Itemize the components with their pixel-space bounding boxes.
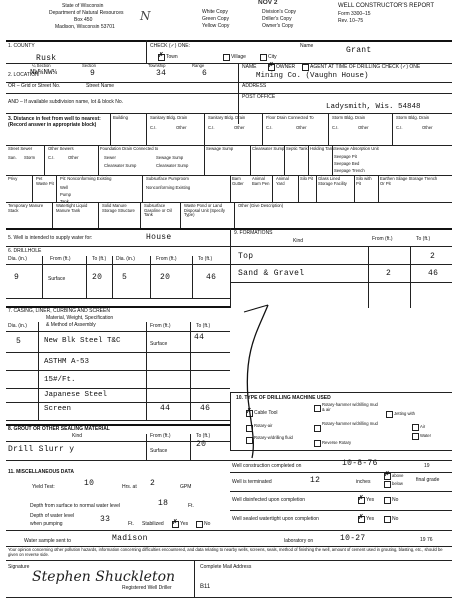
s3-sewage-sump2: Sewage Sump [156,155,184,160]
completed-year: 19 [424,463,430,469]
casing-row-5-to[interactable]: 46 [200,404,211,413]
rotary-air-label: Rotary-air [254,423,273,428]
post-office-label: POST OFFICE [242,94,276,100]
water-sample-label: Water sample sent to [24,538,72,544]
inches-label: inches [356,479,371,485]
disinfected-yes-label: Yes [366,497,375,503]
drillhole-to-value[interactable]: 20 [92,273,103,282]
agency-line4: Madison, Wisconsin 53701 [55,24,115,30]
rotary-hammer-mud-label: Rotary-hammer w/drilling mud [322,421,378,426]
casing-sub2: & Method of Assembly [46,322,96,328]
section-num-value[interactable]: 9 [90,69,96,78]
s3-h-floor-drain: Floor Drain Connected To [266,115,314,120]
s3-ci-r2: C.I. [48,155,55,160]
casing-row-1-dia[interactable]: 5 [16,337,22,346]
completed-label: Well construction completed on [232,463,302,469]
s3-ci4: C.I. [332,125,339,130]
formation-row-2-to[interactable]: 46 [428,269,439,278]
s3-silo-with-pit: Silo with Pit [356,176,372,186]
rotary-hammer-air-label: Rotary-hammer w/drilling mud & air [322,402,378,412]
sealed-yes-mark: ✗ [358,514,364,521]
s3-barn-gutter: Barn Gutter [232,176,244,186]
s3-seepage-pit: Seepage Pit [334,154,357,159]
copy3-owner: Owner's Copy [262,23,294,29]
sealed-yes-label: Yes [366,516,375,522]
completed-value[interactable]: 10-8-76 [342,459,378,468]
drillhole-to2-header: To (ft.) [198,256,213,262]
yield-label: Yield Test: [32,484,55,490]
machine-type-label: 10. TYPE OF DRILLING MACHINE USED [236,395,331,401]
s3-pit-nonconforming: Pit: Nonconforming Existing [60,176,112,181]
disinfected-label: Well disinfected upon completion [232,497,306,503]
signature-image: Stephen Shuckleton [32,569,176,585]
s3-ci3: C.I. [266,125,273,130]
s3-ci2: C.I. [208,125,215,130]
casing-to-header: To (ft.) [196,323,211,329]
range-value[interactable]: 6 [202,69,208,78]
s3-absorption-unit: Sewage Absorption Unit [334,146,379,151]
street-label: Street Name [86,83,115,89]
final-grade-label: final grade [416,477,440,483]
lab-date-value[interactable]: 10-27 [340,534,366,543]
grout-kind-value[interactable]: Drill Slurr y [8,445,75,454]
s3-nonconforming2: Nonconforming Existing [146,185,191,190]
s3-pet-waste: Pet Waste Pit [36,176,54,186]
casing-row-5-material[interactable]: Screen [44,405,72,413]
agency-line3: Box 450 [74,17,93,23]
s3-animal-barn: Animal Barn Pen [252,176,270,186]
signature-label: Signature [8,564,30,570]
drillhole-dia2-value[interactable]: 5 [122,273,128,282]
s3-tank: Tank [60,199,69,204]
copy1-owner: Division's Copy [262,9,297,15]
jetting-water-label: Water [420,433,432,438]
distance-label: 3. Distance in feet from well to nearest: (Record answer in appropriate block) [8,116,101,128]
supply-label: 5. Well is intended to supply water for: [8,235,93,241]
lab-year-value[interactable]: 19 76 [420,537,433,543]
drillhole-label: 6. DRILLHOLE [8,248,42,254]
s3-other5: Other [422,125,433,130]
casing-row-1-to[interactable]: 44 [194,333,205,342]
disinfected-yes-mark: ✗ [358,495,364,502]
laboratory-on-label: laboratory on [284,538,314,544]
stabilized-yes-mark: ✗ [172,519,178,526]
quarter-section-value[interactable]: NW¼NW¼ [30,69,58,77]
name-label: Name [300,43,314,49]
rotary-mud-label: Rotary-w/drilling fluid [254,435,293,440]
location-label: 2. LOCATION [8,72,39,78]
disinfected-no-label: No [392,497,399,503]
s3-gasoline-tank: Subsurface Gasoline or Oil Tank [144,203,172,218]
agency-line1: State of Wisconsin [62,3,104,9]
formation-row-2-from[interactable]: 2 [386,269,392,278]
casing-label: 7. CASING, LINER, CURBING AND SCREEN [8,308,110,314]
s3-other2: Other [234,125,245,130]
depth-pumping-ft: Ft. [128,521,134,527]
stabilized-yes-label: Yes [180,521,189,527]
drillhole-from-value[interactable]: Surface [48,276,66,282]
s3-seepage-trench: Seepage Trench [334,168,365,173]
formation-row-1-to[interactable]: 2 [430,252,436,261]
formations-kind-header: Kind [293,238,304,244]
form-revision: Rev. 10–75 [338,18,364,24]
sealed-label: Well sealed watertight upon completion [232,516,319,522]
s3-ci5: C.I. [396,125,403,130]
formation-row-2-kind[interactable]: Sand & Gravel [238,269,305,278]
owner-name-value[interactable]: Mining Co. (Vaughn House) [256,72,369,80]
hrs-label: Hrs. at [122,484,137,490]
county-value[interactable]: Rusk [36,54,57,63]
grout-kind-header: Kind [72,433,83,439]
s3-animal-yard: Animal Yard [276,176,289,186]
supply-value[interactable]: House [146,233,172,242]
casing-row-1-from[interactable]: Surface [150,341,168,347]
owner-label: OWNER [276,64,296,70]
stamp-initials: N [140,9,151,23]
grout-to-header: To (ft.) [196,433,211,439]
registered-label: Registered Well Driller [122,585,172,591]
casing-sub1: Material, Weight, Specification [46,315,114,321]
s3-clearwater-sump3: Clearwater Sump [156,163,189,168]
s3-solid-manure: Solid Manure Storage Structure [102,203,135,213]
s3-privy: Privy [8,176,18,181]
below-label: below [392,481,403,486]
yield-value[interactable]: 10 [84,479,95,488]
drillhole-dia2-header: Dia. (in.) [116,256,135,262]
s3-other1: Other [176,125,187,130]
terminated-value[interactable]: 12 [310,476,321,485]
stabilized-label: Stabilized [142,521,164,527]
hrs-value[interactable]: 2 [150,479,156,488]
drillhole-from2-header: From (ft.) [156,256,177,262]
formations-label: 9. FORMATIONS [234,230,273,236]
drillhole-from2-value[interactable]: 20 [160,273,171,282]
s3-manure-stack: Temporary Manure Stack [8,203,44,213]
reverse-rotary-label: Reverse Rotary [322,440,352,445]
form-title: WELL CONSTRUCTOR'S REPORT [338,3,435,9]
s3-h-sanitary1: Sanitary Bldg. Drain [150,115,188,120]
section-num-label: Section [82,63,96,68]
s3-clearwater-sump2: Clearwater Sump [104,163,137,168]
grout-from-header: From (ft.) [150,433,171,439]
name-agent-label: NAME [242,64,257,70]
depth-pumping-label1: Depth of water level [30,513,75,519]
s3-h-storm1: Storm Bldg. Drain [332,115,366,120]
above-label: above [392,473,404,478]
village-label: Village [231,54,246,60]
range-label: Range [192,63,205,68]
city-label: City [268,54,277,60]
copy2-owner: Driller's Copy [262,16,292,22]
s3-foundation-drain: Foundation Drain Connected to [100,146,159,151]
copy2: Green Copy [202,16,229,22]
s3-ci1: C.I. [150,125,157,130]
cable-tool-label: Cable Tool [254,410,278,416]
casing-row-4-material[interactable]: Japanese Steel [44,391,108,399]
s3-liquid-manure: Watertight Liquid Manure Tank [56,203,88,213]
s3-other3: Other [296,125,307,130]
stamp-date: NOV 2 [258,0,278,6]
s3-h-storm2: Storm Bldg. Drain [396,115,430,120]
agency-line2: Department of Natural Resources [49,10,124,16]
drillhole-to2-value[interactable]: 46 [206,273,217,282]
quarter-section-label: ¼ Section [32,63,51,68]
grout-from-value[interactable]: Surface [150,448,168,454]
stabilized-no-label: No [204,521,211,527]
s3-pumproom: Subsurface Pumproom [146,176,189,181]
address-label: ADDRESS [242,83,267,89]
s3-earthen-silage: Earthen Silage Storage Trench Or Pit [380,176,438,186]
township-value[interactable]: 34 [156,69,167,78]
complete-address-label: Complete Mail Address [200,564,252,570]
town-check-mark: ✗ [158,52,164,59]
depth-normal-value[interactable]: 18 [158,499,169,508]
complete-address-value[interactable]: B11 [200,584,211,590]
county-label: 1. COUNTY [8,43,35,49]
opinion-text: Your opinion concerning other pollution hazards, information concerning difficulties encountered, and data relating to nearby wells, screens, seals, method of finishing the well, amount of cement used in grouting, blasting, etc., should be given on reverse side. [8,547,443,557]
s3-other4: Other [358,125,369,130]
s3-street-sewer: Street Sewer [8,146,33,151]
depth-pumping-value[interactable]: 33 [100,515,111,524]
casing-row-2-material[interactable]: ASTHM A-53 [44,358,90,366]
gpm-label: GPM [180,484,192,490]
casing-row-1-material[interactable]: New Blk Steel T&C [44,337,121,345]
depth-normal-ft: Ft. [188,503,194,509]
s3-silo-pit: Silo Pit [300,176,314,181]
grid-label: OR – Grid or Street No. [8,83,61,89]
drillhole-dia-header: Dia. (in.) [8,256,27,262]
copy1: White Copy [202,9,228,15]
s3-other-sewers: Other Sewers [48,146,74,151]
above-check-mark: ✗ [384,471,390,478]
s3-well: Well [60,185,69,190]
name-value[interactable]: Grant [346,46,372,55]
s3-seepage-bed: Seepage Bed [334,161,360,166]
formations-to-header: To (ft.) [416,236,431,242]
grout-label: 8. GROUT OR OTHER SEALING MATERIAL [8,426,110,432]
depth-normal-label: Depth from surface to normal water level [30,503,121,509]
formation-row-1-kind[interactable]: Top [238,252,254,261]
owner-check-mark: ✗ [268,62,274,69]
grout-to-value[interactable]: 20 [196,440,207,449]
cable-tool-check-mark: ✗ [246,408,252,415]
s3-holding-tank: Holding Tank [310,146,335,151]
sealed-no-label: No [392,516,399,522]
check-one-label: CHECK (✓) ONE: [150,43,191,49]
jetting-air-label: Air [420,424,426,429]
s3-sewage-sump: Sewage Sump [206,146,234,151]
formations-from-header: From (ft.) [372,236,393,242]
casing-dia-header: Dia. (in.) [8,323,27,329]
s3-san: San. [8,155,17,160]
form-number: Form 3300–15 [338,11,371,17]
jetting-label: Jetting with [394,411,415,416]
agent-label: AGENT AT TIME OF DRILLING CHECK (✓) ONE [310,64,421,70]
casing-row-5-from[interactable]: 44 [160,404,171,413]
misc-label: 11. MISCELLANEOUS DATA [8,469,74,475]
water-sample-value[interactable]: Madison [112,534,148,543]
s3-h-building: Building [113,115,128,120]
drillhole-dia-value[interactable]: 9 [14,273,20,282]
s3-sewer: Sewer [104,155,116,160]
post-office-value[interactable]: Ladysmith, Wis. 54848 [326,103,421,111]
casing-from-header: From (ft.) [150,323,171,329]
terminated-label: Well is terminated [232,479,272,485]
s3-storm: Storm [24,155,36,160]
s3-septic-tank: Septic Tank [286,146,308,151]
copy3: Yellow Copy [202,23,230,29]
s3-pump: Pump [60,192,71,197]
drillhole-from-header: From (ft.) [50,256,71,262]
s3-other-r2: Other [68,155,79,160]
township-label: Township [148,63,166,68]
depth-pumping-label2: when pumping [30,521,63,527]
s3-glass-lined: Glass Lined Storage Facility [318,176,347,186]
s3-waste-pond: Waste Pond or Land Disposal Unit (Specify Type) [184,203,225,218]
s3-clearwater-sump: Clearwater Sump [252,146,285,151]
s3-h-sanitary2: Sanitary Bldg. Drain [208,115,246,120]
drillhole-to-header: To (ft.) [92,256,107,262]
town-label: Town [166,54,178,60]
subdivision-label: AND – If available subdivision name, lot & block No. [8,99,124,105]
s3-other-desc: Other (Give Description) [238,203,284,208]
casing-row-3-material[interactable]: 15#/Ft. [44,376,76,384]
